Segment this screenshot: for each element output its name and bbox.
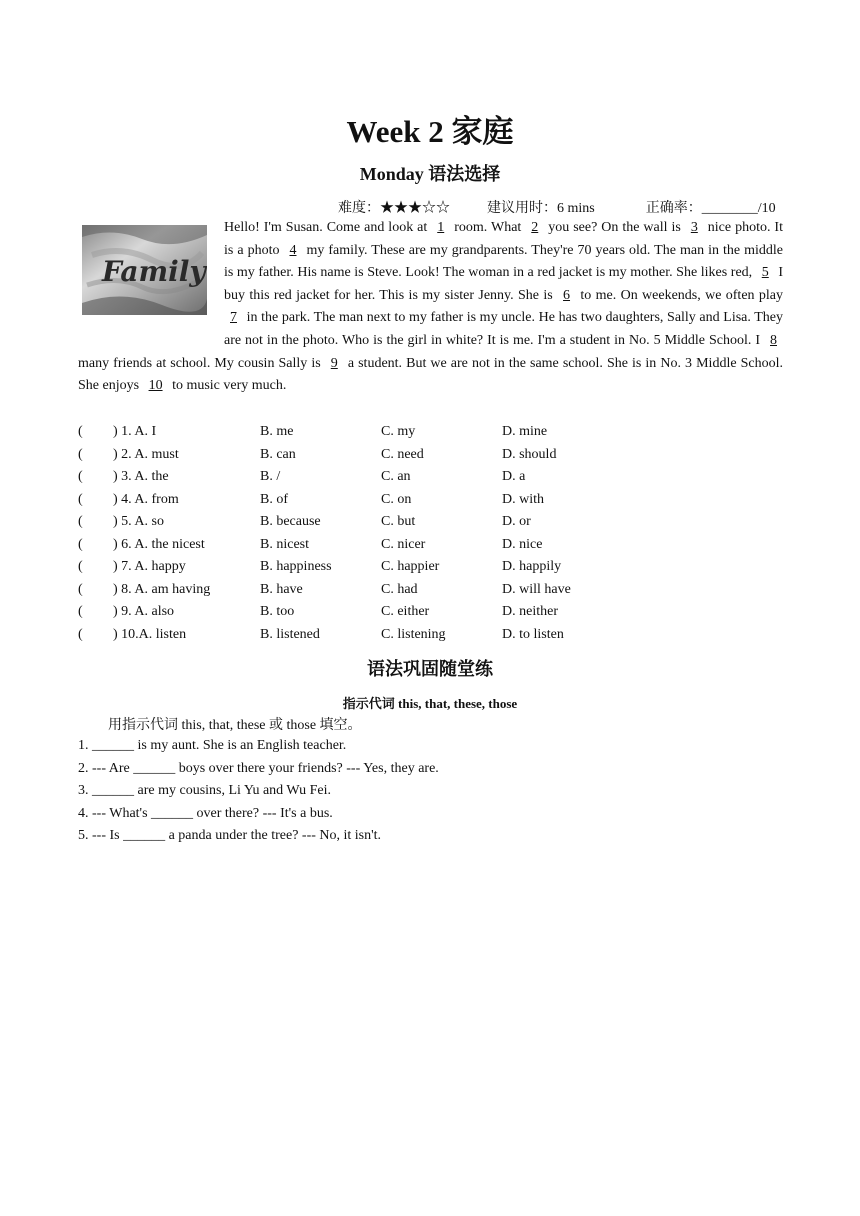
passage-blank: 5 <box>761 265 769 281</box>
passage-blank: 9 <box>330 355 338 371</box>
subsection-title: 指示代词 this, that, these, those <box>342 696 518 711</box>
question-option-d: D. will have <box>502 581 571 597</box>
question-option-d: D. happily <box>502 559 562 574</box>
page-subtitle: Monday 语法选择 <box>359 164 501 184</box>
question-option-c: C. had <box>381 581 418 597</box>
question-option-b: B. have <box>260 581 303 597</box>
passage-blank: 8 <box>770 332 777 348</box>
question-option-c: C. but <box>381 514 416 529</box>
question-option-c: C. listening <box>381 626 446 642</box>
question-option-a: ) 6. A. the nicest <box>113 536 205 552</box>
question-option-b: B. because <box>260 514 321 529</box>
passage-text: Hello! I'm Susan. Come and look at <box>224 220 432 235</box>
passage-text: I buy this red jacket for her. This is my sister Jenny. She is <box>224 265 783 303</box>
answer-paren: ( <box>78 604 83 619</box>
passage-blank: 10 <box>148 378 163 394</box>
exercise-item: 3. ______ are my cousins, Li Yu and Wu Fei. <box>78 783 331 799</box>
answer-paren: ( <box>78 581 83 597</box>
question-option-b: B. too <box>260 604 295 619</box>
answer-paren: ( <box>78 626 83 642</box>
question-option-c: C. an <box>381 469 411 484</box>
passage-text: many friends at school. My cousin Sally is <box>78 355 325 371</box>
question-option-b: B. / <box>260 469 281 484</box>
question-option-b: B. can <box>260 446 296 462</box>
question-option-b: B. nicest <box>260 536 309 552</box>
passage-blank: 6 <box>563 287 571 303</box>
question-option-d: D. mine <box>502 424 548 439</box>
question-option-c: C. nicer <box>381 536 426 552</box>
answer-paren: ( <box>78 559 83 574</box>
question-option-a: ) 2. A. must <box>113 446 179 462</box>
passage-text: in the park. The man next to my father is my uncle. He has two daughters, Sally and Lisa. They are not in the photo. Who is the girl in white? It is me. I'm a student in No. 5 Middle School. I <box>224 310 783 348</box>
family-image <box>82 225 207 315</box>
passage-blank: 1 <box>437 220 445 235</box>
answer-paren: ( <box>78 536 83 552</box>
suggested-time: 建议用时：6 mins <box>487 201 595 216</box>
difficulty-rating: 难度：★★★☆☆ <box>338 201 450 216</box>
answer-paren: ( <box>78 491 83 507</box>
passage-text: to me. On weekends, we often play <box>576 287 783 303</box>
page-title: Week 2 家庭 <box>346 114 514 149</box>
question-option-d: D. neither <box>502 604 558 619</box>
passage-text: to music very much. <box>168 378 287 394</box>
accuracy-field: 正确率：________/10 <box>645 201 776 216</box>
question-option-a: ) 5. A. so <box>113 514 164 529</box>
passage-text: room. What <box>450 220 526 235</box>
question-option-d: D. a <box>502 469 526 484</box>
meta-line <box>338 197 776 217</box>
question-option-a: ) 3. A. the <box>113 469 169 484</box>
question-option-d: D. or <box>502 514 531 529</box>
passage-blank: 4 <box>289 242 297 258</box>
answer-paren: ( <box>78 446 83 462</box>
question-option-a: ) 7. A. happy <box>113 559 186 574</box>
question-option-c: C. on <box>381 491 412 507</box>
question-option-b: B. of <box>260 491 288 507</box>
passage-text: a student. But we are not in the same school. She is in No. 3 Middle School. She enjoys <box>78 355 783 394</box>
question-option-a: ) 8. A. am having <box>113 581 211 597</box>
answer-paren: ( <box>78 424 83 439</box>
question-option-d: D. with <box>502 491 544 507</box>
question-option-b: B. happiness <box>260 559 332 574</box>
answer-paren: ( <box>78 469 83 484</box>
question-option-c: C. my <box>381 424 416 439</box>
passage-blank: 3 <box>690 220 698 235</box>
question-option-c: C. happier <box>381 559 440 574</box>
question-option-d: D. should <box>502 446 557 462</box>
exercise-instruction: 用指示代词 this, that, these 或 those 填空。 <box>108 718 362 733</box>
passage-text: my family. These are my grandparents. They're 70 years old. The man in the middle is my father. His name is Steve. Look! The woman in a red jacket is my mother. She likes red, <box>224 242 783 281</box>
passage-text: you see? On the wall is <box>544 220 685 235</box>
passage-blank: 2 <box>531 220 539 235</box>
question-option-a: ) 4. A. from <box>113 491 179 507</box>
exercise-item: 1. ______ is my aunt. She is an English teacher. <box>78 738 347 753</box>
question-option-b: B. listened <box>260 626 320 642</box>
question-option-c: C. need <box>381 446 424 462</box>
answer-paren: ( <box>78 514 83 529</box>
image-caption: Family <box>102 255 206 288</box>
section-title: 语法巩固随堂练 <box>367 659 493 679</box>
exercise-item: 2. --- Are ______ boys over there your friends? --- Yes, they are. <box>78 760 439 776</box>
exercise-item: 4. --- What's ______ over there? --- It's a bus. <box>78 805 333 821</box>
question-option-a: ) 9. A. also <box>113 604 175 619</box>
passage-blank: 7 <box>230 310 237 326</box>
passage-text: nice photo. It is a photo <box>224 220 783 258</box>
question-option-a: ) 10.A. listen <box>113 626 187 642</box>
exercise-item: 5. --- Is ______ a panda under the tree? --- No, it isn't. <box>78 828 382 844</box>
question-option-d: D. to listen <box>502 626 564 642</box>
question-option-b: B. me <box>260 424 294 439</box>
question-option-c: C. either <box>381 604 430 619</box>
question-option-d: D. nice <box>502 536 543 552</box>
question-option-a: ) 1. A. I <box>113 424 157 439</box>
